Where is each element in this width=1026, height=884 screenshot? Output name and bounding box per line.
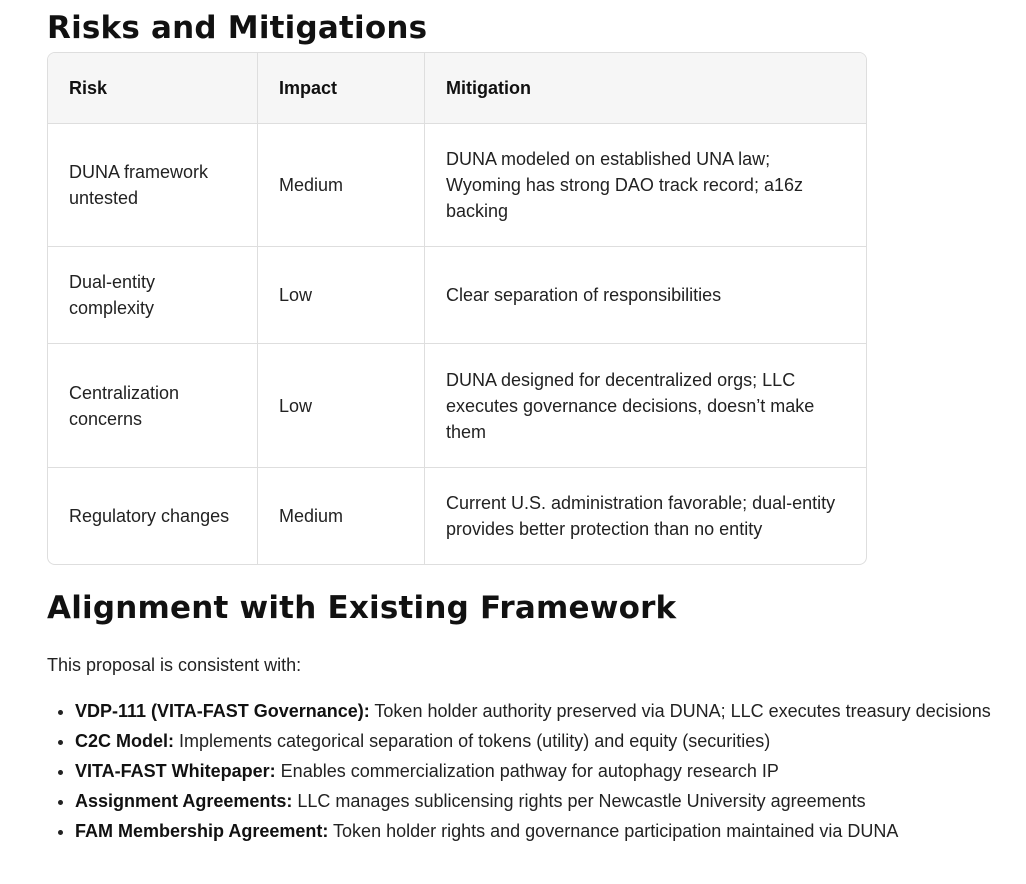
list-item-text: Implements categorical separation of tokens (utility) and equity (securities) (174, 731, 771, 751)
list-item (75, 728, 995, 754)
list-item (75, 758, 995, 784)
list-item-label: C2C Model: (75, 731, 174, 751)
risk-cell: Dual-entity complexity (48, 247, 258, 344)
table-header-row (48, 53, 866, 124)
impact-cell: Low (258, 344, 425, 468)
alignment-list (47, 698, 995, 848)
risks-table (47, 52, 867, 565)
list-item (75, 788, 995, 814)
table-row (48, 247, 866, 344)
table-row (48, 344, 866, 468)
list-item-text: Enables commercialization pathway for autophagy research IP (275, 761, 779, 781)
mitigation-cell: DUNA designed for decentralized orgs; LLC executes governance decisions, doesn’t make them (425, 344, 867, 468)
mitigation-cell: Current U.S. administration favorable; dual-entity provides better protection than no entity (446, 493, 836, 539)
table-row (48, 124, 866, 247)
column-header-mitigation: Mitigation (425, 53, 867, 124)
list-item-text: Token holder authority preserved via DUNA; LLC executes treasury decisions (369, 701, 991, 721)
impact-cell: Low (258, 247, 425, 344)
list-item-text: Token holder rights and governance participation maintained via DUNA (328, 821, 899, 841)
alignment-heading: Alignment with Existing Framework (47, 590, 677, 626)
impact-cell: Medium (258, 124, 425, 247)
list-item (75, 818, 995, 844)
risks-heading: Risks and Mitigations (47, 10, 428, 46)
list-item-label: FAM Membership Agreement: (75, 821, 329, 841)
risk-cell: DUNA framework untested (48, 124, 258, 247)
mitigation-cell: DUNA modeled on established UNA law; Wyoming has strong DAO track record; a16z backing (425, 124, 867, 247)
list-item-label: VDP-111 (VITA-FAST Governance): (75, 701, 370, 721)
column-header-impact: Impact (258, 53, 425, 124)
column-header-risk: Risk (48, 53, 258, 124)
list-item (75, 698, 995, 724)
list-item-label: Assignment Agreements: (75, 791, 293, 811)
alignment-intro: This proposal is consistent with: (47, 655, 302, 675)
mitigation-cell: Clear separation of responsibilities (425, 247, 867, 344)
risk-cell: Centralization concerns (48, 344, 258, 468)
risk-cell: Regulatory changes (48, 468, 258, 565)
list-item-label: VITA-FAST Whitepaper: (75, 761, 276, 781)
list-item-text: LLC manages sublicensing rights per Newcastle University agreements (292, 791, 866, 811)
table-row (48, 468, 866, 565)
impact-cell: Medium (258, 468, 425, 565)
